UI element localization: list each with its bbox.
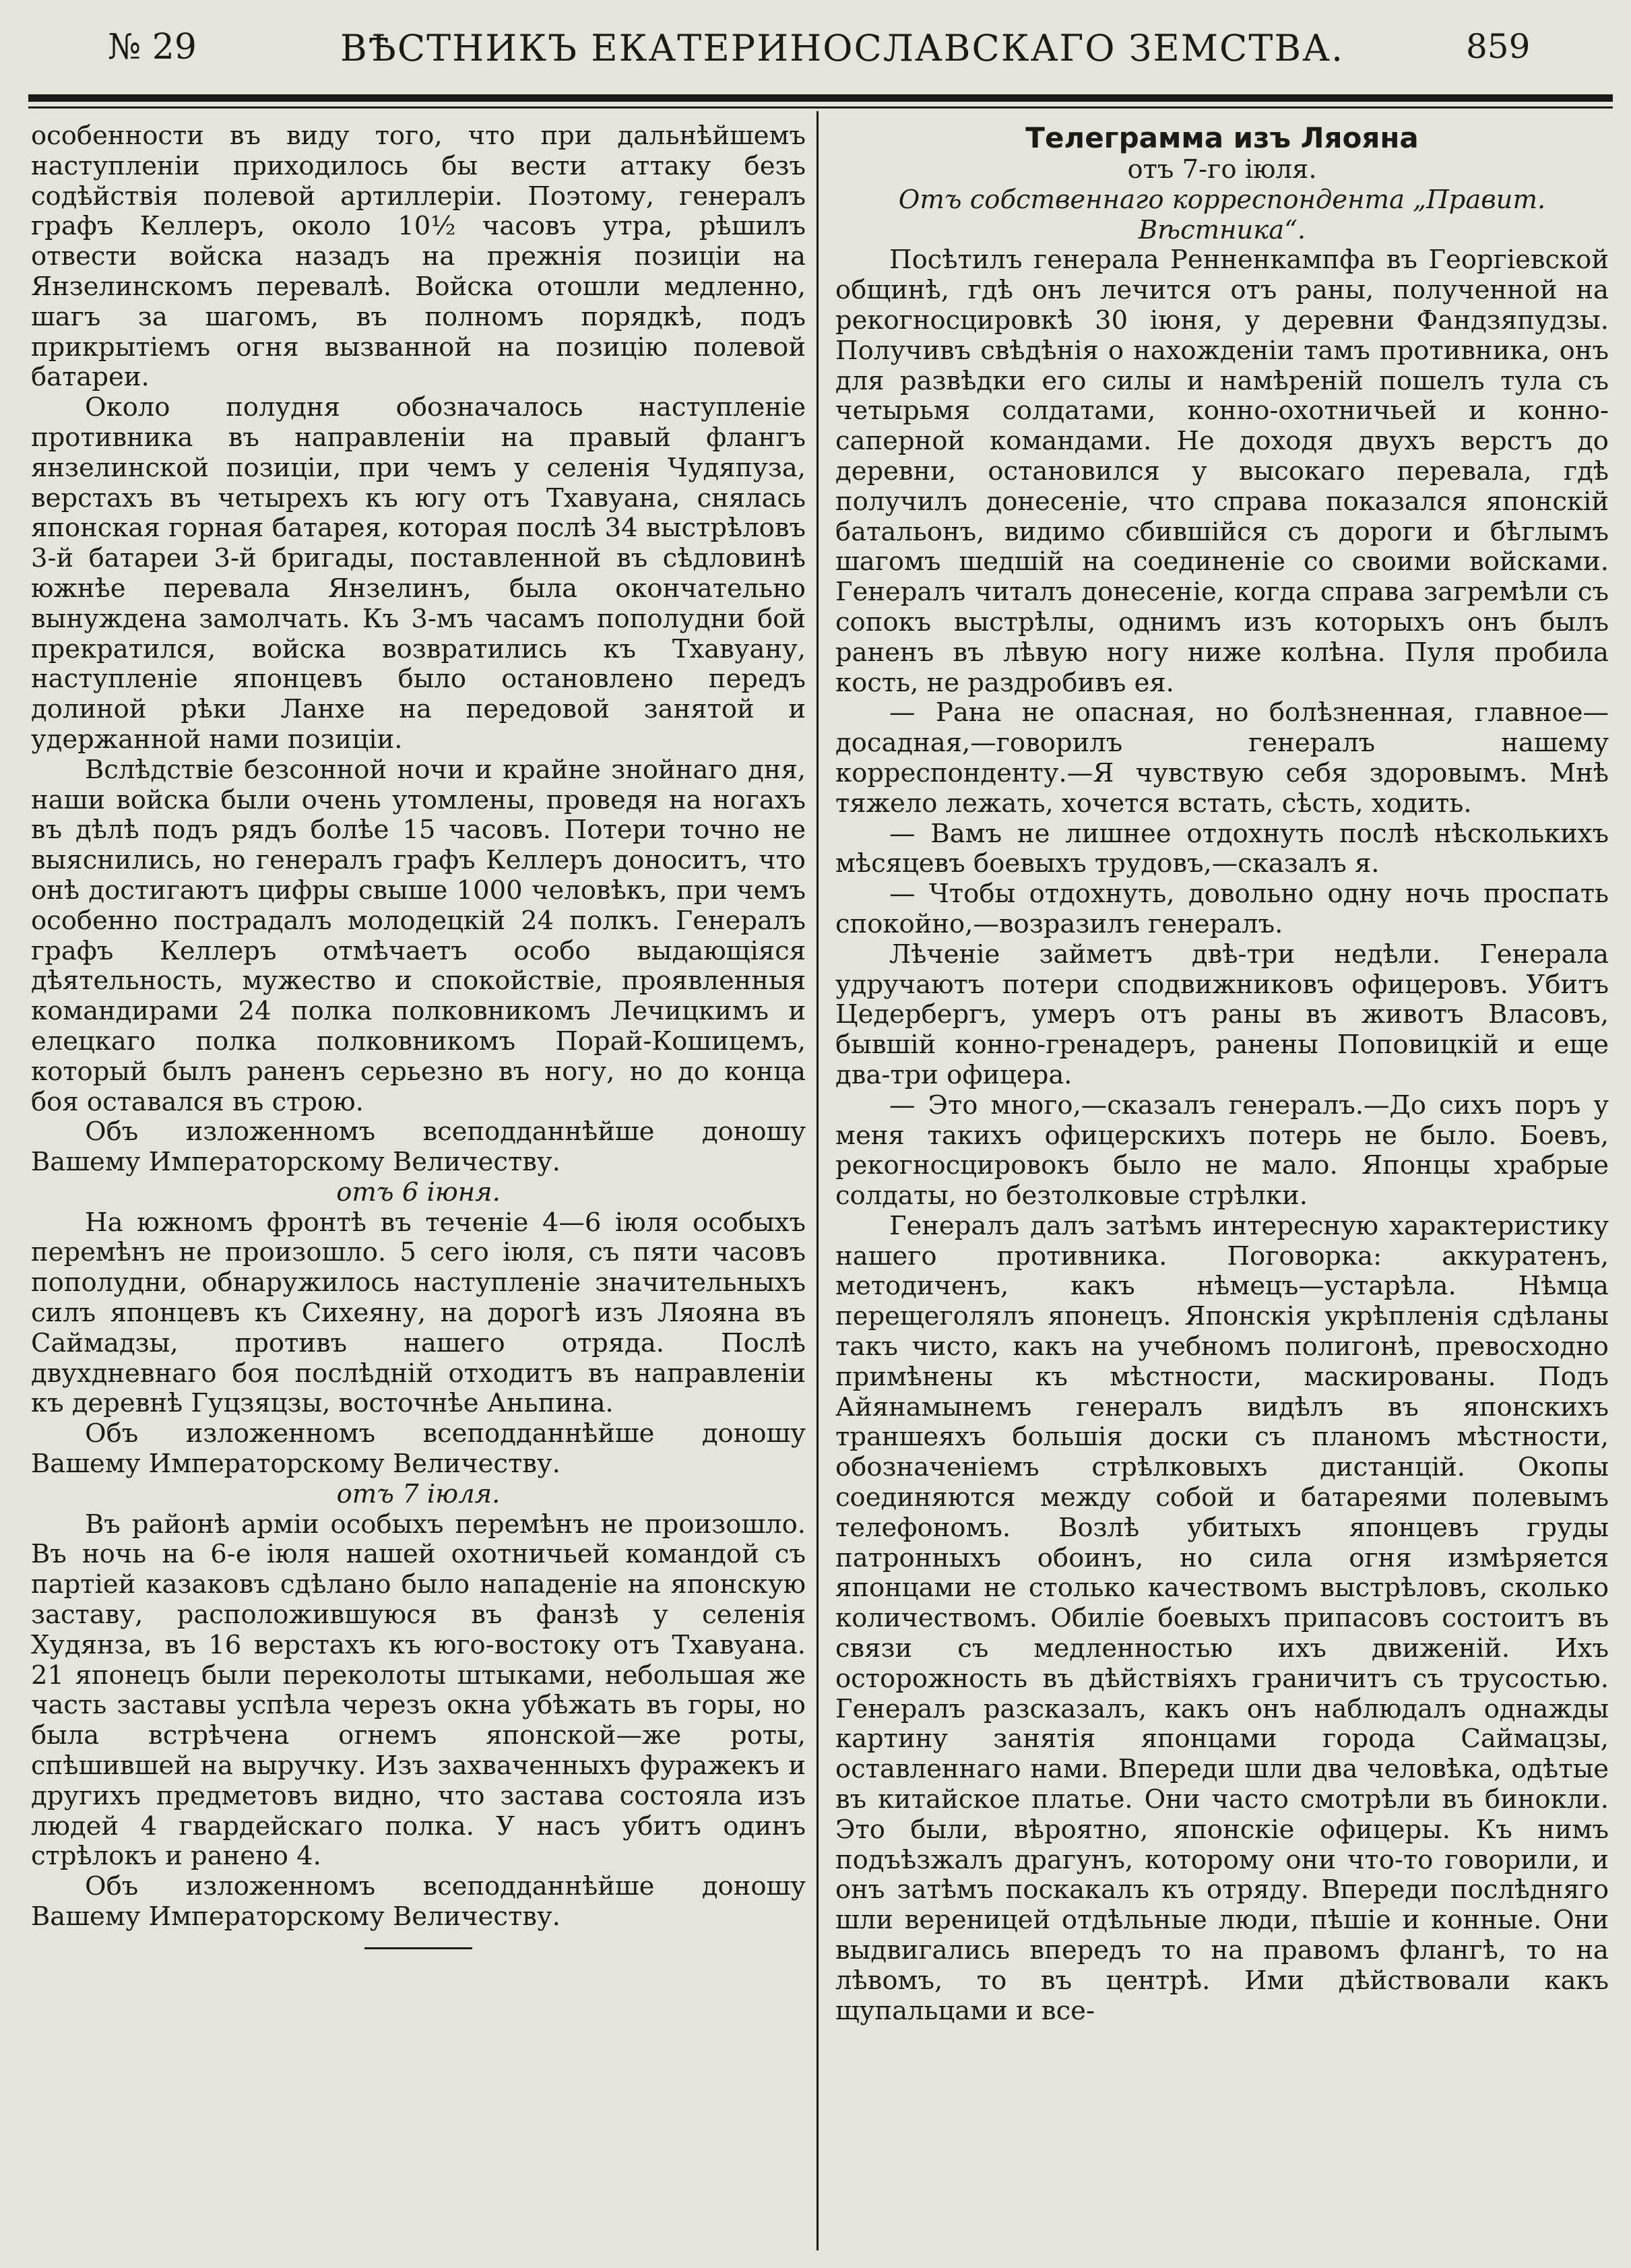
left-paragraph-3: Вслѣдствіе безсонной ночи и крайне знойнаго дня, наши войска были очень утомлены, проведя на ногахъ въ дѣлѣ подъ рядъ болѣе 15 часовъ. Потери точно не выяснились, но генералъ графъ Келлеръ доноситъ, что онѣ достигаютъ цифры свыше 1000 человѣкъ, при чемъ особенно пострадалъ молодецкій 24 полкъ. Генералъ графъ Келлеръ отмѣчаетъ особо выдающіяся дѣятельность, мужество и спокойствіе, проявленныя командирами 24 полка полковникомъ Лечицкимъ и елецкаго полка полковникомъ Порай-Кошицемъ, который былъ раненъ серьезно въ ногу, но до конца боя оставался въ строю. (31, 754, 806, 1117)
column-divider (817, 111, 819, 2250)
date-heading-2: отъ 7 іюля. (336, 1478, 501, 1509)
left-paragraph-6: Объ изложенномъ всеподданнѣйше доношу Вашему Императорскому Величеству. (31, 1418, 806, 1480)
left-paragraph-7: Въ районѣ арміи особыхъ перемѣнъ не произошло. Въ ночь на 6-е іюля нашей охотничьей командой съ партіей казаковъ сдѣлано было нападеніе на японскую заставу, расположившуюся въ фанзѣ у селенія Худянза, въ 16 верстахъ къ юго-востоку отъ Тхавуана. 21 японецъ были переколоты штыками, небольшая же часть заставы успѣла черезъ окна убѣжать въ горы, но была встрѣчена огнемъ японской—же роты, спѣшившей на выручку. Изъ захваченныхъ фуражекъ и другихъ предметовъ видно, что застава состояла изъ людей 4 гвардейскаго полка. У насъ убитъ одинъ стрѣлокъ и ранено 4. (31, 1509, 806, 1872)
page-header (0, 27, 1631, 81)
left-paragraph-1: особенности въ виду того, что при дальнѣйшемъ наступленіи приходилось бы вести аттаку безъ содѣйствія полевой артиллеріи. Поэтому, генералъ графъ Келлеръ, около 10½ часовъ утра, рѣшилъ отвести войска назадъ на прежнія позиціи на Янзелинскомъ перевалѣ. Войска отошли медленно, шагъ за шагомъ, въ полномъ порядкѣ, подъ прикрытіемъ огня вызванной на позицію полевой батареи. (31, 121, 806, 393)
left-paragraph-5: На южномъ фронтѣ въ теченіе 4—6 іюля особыхъ перемѣнъ не произошло. 5 сего іюля, съ пяти часовъ пополудни, обнаружилось наступленіе значительныхъ силъ японцевъ къ Сихеяну, на дорогѣ изъ Ляояна въ Саймадзы, противъ нашего отряда. Послѣ двухдневнаго боя послѣдній отходитъ въ направленіи къ деревнѣ Гуцзяцзы, восточнѣе Аньпина. (31, 1207, 806, 1419)
left-paragraph-4: Объ изложенномъ всеподданнѣйше доношу Вашему Императорскому Величеству. (31, 1116, 806, 1178)
telegram-date: отъ 7-го іюля. (1127, 154, 1317, 185)
right-paragraph-4: — Чтобы отдохнуть, довольно одну ночь проспать спокойно,—возразилъ генералъ. (835, 879, 1609, 939)
right-paragraph-2: — Рана не опасная, но болѣзненная, главное—досадная,—говорилъ генералъ нашему корреспонденту.—Я чувствую себя здоровымъ. Мнѣ тяжело лежать, хочется встать, сѣсть, ходить. (835, 697, 1609, 819)
end-rule (364, 1947, 472, 1949)
right-paragraph-6: — Это много,—сказалъ генералъ.—До сихъ поръ у меня такихъ офицерскихъ потерь не было. Боевъ, рекогносцировокъ было не мало. Японцы храбрые солдаты, но безтолковые стрѣлки. (835, 1090, 1609, 1211)
header-rule-thick (28, 94, 1613, 102)
telegram-headline: Телеграмма изъ Ляояна (1025, 121, 1419, 154)
left-paragraph-8: Объ изложенномъ всеподданнѣйше доношу Вашему Императорскому Величеству. (31, 1871, 806, 1932)
left-column (31, 121, 806, 2250)
header-rule-thin (28, 106, 1613, 108)
right-column (835, 121, 1609, 2250)
telegram-byline: Отъ собственнаго корреспондента „Правит. Вѣстника“. (898, 184, 1546, 245)
right-paragraph-7: Генералъ далъ затѣмъ интересную характеристику нашего противника. Поговорка: аккуратенъ, методиченъ, какъ нѣмецъ—устарѣла. Нѣмца перещеголялъ японецъ. Японскія укрѣпленія сдѣланы такъ чисто, какъ на учебномъ полигонѣ, превосходно примѣнены къ мѣстности, маскированы. Подъ Айянамынемъ генералъ видѣлъ въ японскихъ траншеяхъ большія доски съ планомъ мѣстности, обозначеніемъ стрѣлковыхъ дистанцій. Окопы соединяются между собой и батареями полевымъ телефономъ. Возлѣ убитыхъ японцевъ груды патронныхъ обоинъ, но сила огня измѣряется японцами не столько качествомъ выстрѣловъ, сколько количествомъ. Обиліе боевыхъ припасовъ состоитъ въ связи съ медленностью ихъ движеній. Ихъ осторожность въ дѣйствіяхъ граничитъ съ трусостью. Генералъ разсказалъ, какъ онъ наблюдалъ однажды картину занятія японцами города Саймацзы, оставленнаго нами. Впереди шли два человѣка, одѣтые въ китайское платье. Они часто смотрѣли въ бинокли. Это были, вѣроятно, японскіе офицеры. Къ нимъ подъѣзжалъ драгунъ, которому они что-то говорили, и онъ затѣмъ поскакалъ къ отряду. Впереди послѣдняго шли вереницей отдѣльные люди, пѣшіе и конные. Они выдвигались впередъ то на правомъ флангѣ, то на лѣвомъ, то въ центрѣ. Ими дѣйствовали какъ щупальцами и все- (835, 1210, 1609, 2026)
right-paragraph-5: Лѣченіе займетъ двѣ-три недѣли. Генерала удручаютъ потери сподвижниковъ офицеровъ. Убитъ Цедербергъ, умеръ отъ раны въ животъ Власовъ, бывшій конно-гренадеръ, ранены Поповицкій и еще два-три офицера. (835, 939, 1609, 1090)
issue-number: № 29 (108, 27, 197, 67)
left-paragraph-2: Около полудня обозначалось наступленіе противника въ направленіи на правый флангъ янзелинской позиціи, при чемъ у селенія Чудяпуза, верстахъ въ четырехъ къ югу отъ Тхавуана, снялась японская горная батарея, которая послѣ 34 выстрѣловъ 3-й батареи 3-й бригады, поставленной въ сѣдловинѣ южнѣе перевала Янзелинъ, была окончательно вынуждена замолчать. Къ 3-мъ часамъ пополудни бой прекратился, войска возвратились къ Тхавуану, наступленіе японцевъ было остановлено передъ долиной рѣки Ланхе на передовой занятой и удержанной нами позиціи. (31, 392, 806, 755)
right-paragraph-1: Посѣтилъ генерала Ренненкампфа въ Георгіевской общинѣ, гдѣ онъ лечится отъ раны, полученной на рекогносцировкѣ 30 іюня, у деревни Фандзяпудзы. Получивъ свѣдѣнія о нахожденіи тамъ противника, онъ для развѣдки его силы и намѣреній пошелъ тула съ четырьмя солдатами, конно-охотничьей и конно-саперной командами. Не доходя двухъ верстъ до деревни, остановился у высокаго перевала, гдѣ получилъ донесеніе, что справа показался японскій батальонъ, видимо сбившійся съ дороги и бѣглымъ шагомъ шедшій на соединеніе со своими войсками. Генералъ читалъ донесеніе, когда справа загремѣли съ сопокъ выстрѣлы, однимъ изъ которыхъ онъ былъ раненъ въ лѣвую ногу ниже колѣна. Пуля пробила кость, не раздробивъ ея. (835, 245, 1609, 698)
right-paragraph-3: — Вамъ не лишнее отдохнуть послѣ нѣсколькихъ мѣсяцевъ боевыхъ трудовъ,—сказалъ я. (835, 818, 1609, 879)
page-number: 859 (1466, 27, 1531, 66)
publication-title: ВѢСТНИКЪ ЕКАТЕРИНОСЛАВСКАГО ЗЕМСТВА. (340, 27, 1345, 69)
date-heading-1: отъ 6 іюня. (336, 1176, 501, 1207)
